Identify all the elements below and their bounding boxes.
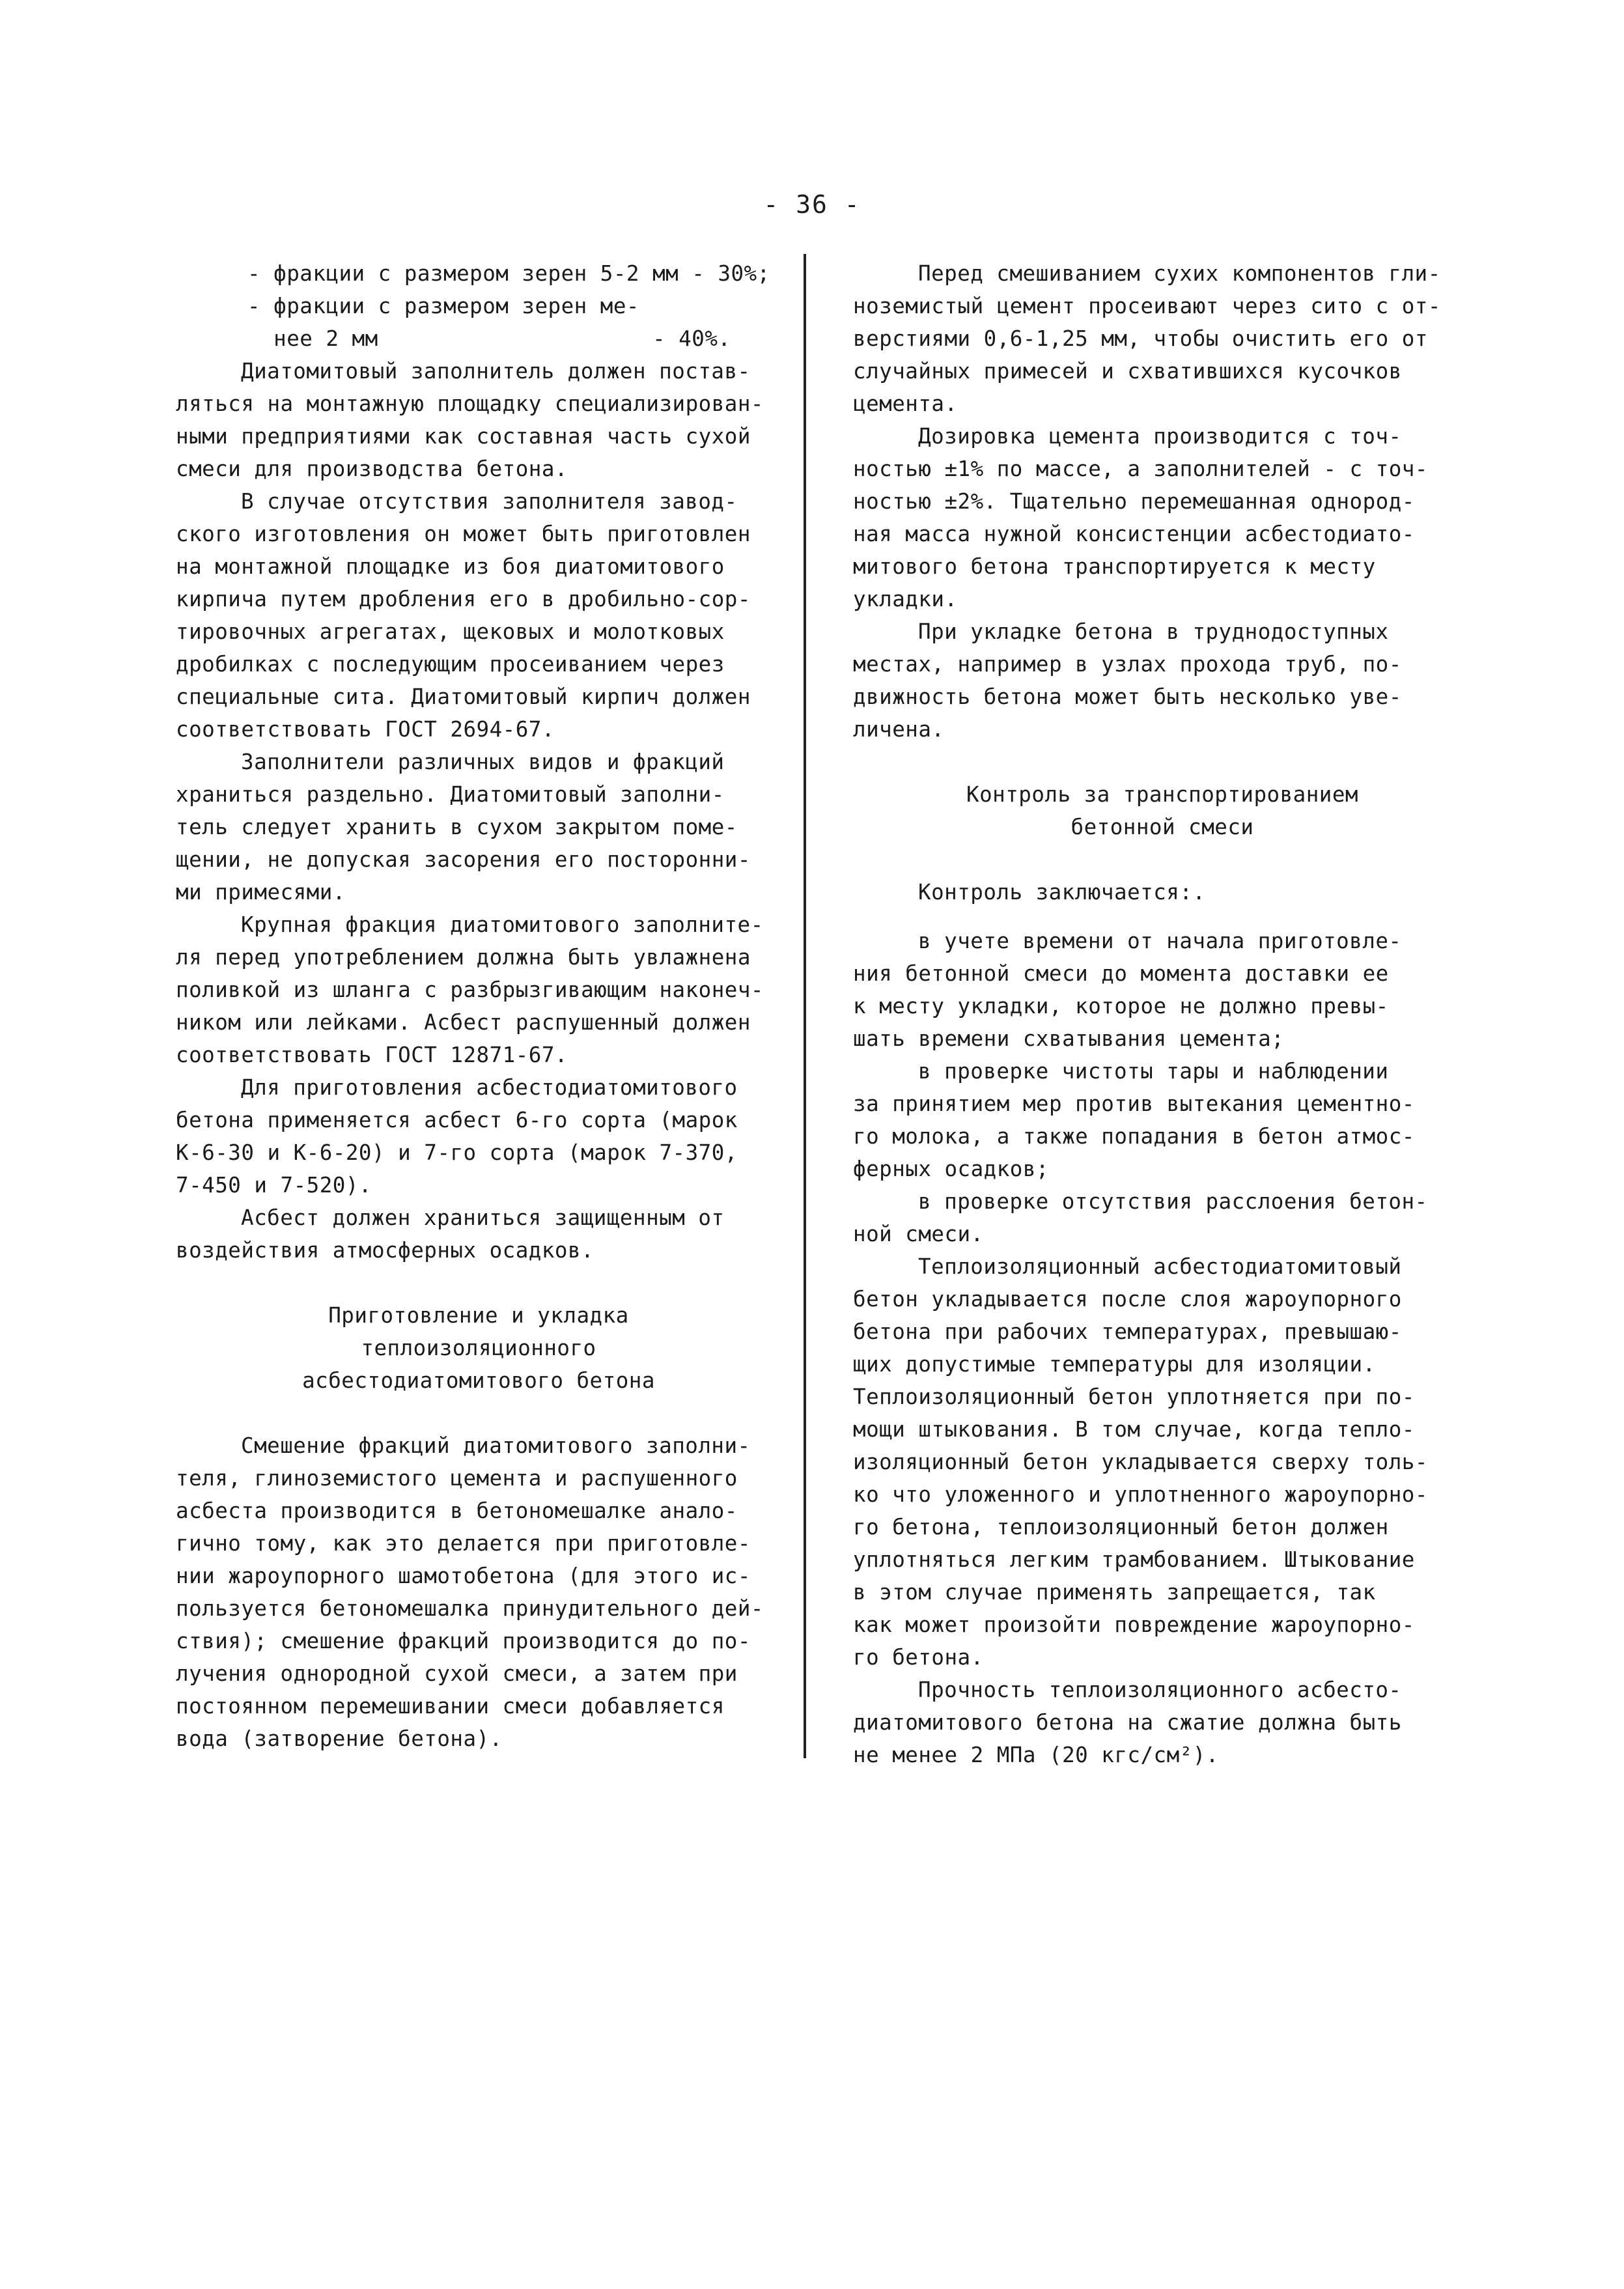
text-line: постоянном перемешивании смеси добавляется (176, 1694, 725, 1719)
text-line: к месту укладки, которое не должно превы- (853, 994, 1389, 1018)
text-line: В случае отсутствия заполнителя завод- (241, 489, 738, 514)
text-line: тировочных агрегатах, щековых и молотковых (176, 619, 725, 644)
text-line: ными предприятиями как составная часть сухой (176, 424, 751, 449)
text-line: кирпича путем дробления его в дробильно-сор- (176, 587, 751, 611)
text-line: Дозировка цемента производится с точ- (918, 424, 1402, 449)
text-line: Перед смешиванием сухих компонентов гли- (918, 261, 1441, 286)
list-item: - фракции с размером зерен ме- (247, 294, 639, 318)
text-line: лучения однородной сухой смеси, а затем при (176, 1661, 738, 1686)
text-line: Крупная фракция диатомитового заполните- (241, 912, 764, 937)
right-column (853, 257, 1472, 1771)
text-line: Заполнители различных видов и фракций (241, 750, 725, 774)
list-item: - фракции с размером зерен 5-2 мм - 30%; (247, 261, 770, 286)
text-line: специальные сита. Диатомитовый кирпич должен (176, 684, 751, 709)
text-line: Диатомитовый заполнитель должен постав- (241, 359, 751, 384)
section-heading: бетонной смеси (1071, 815, 1254, 839)
text-line: на монтажной площадке из боя диатомитового (176, 554, 725, 579)
text-line: шать времени схватывания цемента; (853, 1026, 1285, 1051)
text-line: укладки. (853, 587, 958, 611)
list-item: нее 2 мм - 40%. (247, 326, 731, 351)
column-divider (804, 254, 806, 1758)
text-line: 7-450 и 7-520). (176, 1173, 372, 1198)
text-line: теля, глиноземистого цемента и распушенного (176, 1466, 738, 1491)
text-line: Прочность теплоизоляционного асбесто- (918, 1678, 1402, 1702)
section-heading: асбестодиатомитового бетона (302, 1368, 655, 1393)
text-line: бетона при рабочих температурах, превышаю- (853, 1319, 1402, 1344)
text-line: ностью ±2%. Тщательно перемешанная однород- (853, 489, 1415, 514)
text-line: за принятием мер против вытекания цементно- (853, 1091, 1415, 1116)
text-line: Теплоизоляционный асбестодиатомитовый (918, 1254, 1402, 1279)
text-line: движность бетона может быть несколько уве- (853, 684, 1402, 709)
text-line: ноземистый цемент просеивают через сито с от- (853, 294, 1441, 318)
text-line: ностью ±1% по массе, а заполнителей - с точ- (853, 456, 1428, 481)
text-line: личена. (853, 717, 945, 742)
text-line: нии жароупорного шамотобетона (для этого ис- (176, 1564, 751, 1588)
section-heading: Контроль за транспортированием (966, 782, 1358, 807)
text-line: бетон укладывается после слоя жароупорного (853, 1287, 1402, 1312)
text-line: соответствовать ГОСТ 12871-67. (176, 1043, 568, 1067)
text-line: ником или лейками. Асбест распушенный должен (176, 1010, 751, 1035)
text-line: уплотняться легким трамбованием. Штыкование (853, 1547, 1415, 1572)
text-line: вода (затворение бетона). (176, 1726, 503, 1751)
text-line: тель следует хранить в сухом закрытом поме- (176, 815, 738, 839)
text-line: Теплоизоляционный бетон уплотняется при по- (853, 1384, 1415, 1409)
text-line: Контроль заключается:. (918, 880, 1206, 905)
text-line: го бетона. (853, 1645, 984, 1670)
text-line: ной смеси. (853, 1222, 984, 1246)
text-line: асбеста производится в бетономешалке анало- (176, 1498, 738, 1523)
text-line: изоляционный бетон укладывается сверху толь- (853, 1450, 1428, 1474)
text-line: щении, не допуская засорения его посторонни- (176, 847, 751, 872)
text-line: смеси для производства бетона. (176, 456, 568, 481)
text-line: не менее 2 МПа (20 кгс/см²). (853, 1743, 1219, 1767)
text-line: воздействия атмосферных осадков. (176, 1238, 595, 1263)
text-line: в проверке отсутствия расслоения бетон- (918, 1189, 1428, 1214)
text-line: ствия); смешение фракций производится до по- (176, 1629, 751, 1653)
section-heading: Приготовление и укладка (328, 1303, 629, 1328)
text-line: гично тому, как это делается при приготовле- (176, 1531, 751, 1556)
text-line: ми примесями. (176, 880, 346, 905)
text-line: го молока, а также попадания в бетон атмос- (853, 1124, 1415, 1149)
text-line: го бетона, теплоизоляционный бетон должен (853, 1515, 1389, 1539)
text-line: местах, например в узлах прохода труб, по- (853, 652, 1402, 677)
text-line: мощи штыкования. В том случае, когда тепло- (853, 1417, 1415, 1442)
text-line: ферных осадков; (853, 1157, 1049, 1181)
text-line: в проверке чистоты тары и наблюдении (918, 1059, 1389, 1084)
text-line: дробилках с последующим просеиванием через (176, 652, 725, 677)
section-heading: теплоизоляционного (361, 1336, 596, 1360)
text-line: поливкой из шланга с разбрызгивающим наконеч- (176, 977, 764, 1002)
text-line: ля перед употреблением должна быть увлажнена (176, 945, 751, 970)
text-line: ния бетонной смеси до момента доставки ее (853, 961, 1389, 986)
text-line: ная масса нужной консистенции асбестодиато- (853, 522, 1415, 546)
text-line: храниться раздельно. Диатомитовый заполни- (176, 782, 725, 807)
text-line: диатомитового бетона на сжатие должна быть (853, 1710, 1402, 1735)
text-line: бетона применяется асбест 6-го сорта (марок (176, 1108, 738, 1132)
text-line: пользуется бетономешалка принудительного дей- (176, 1596, 764, 1621)
text-line: При укладке бетона в труднодоступных (918, 619, 1389, 644)
text-line: в этом случае применять запрещается, так (853, 1580, 1376, 1605)
text-line: Для приготовления асбестодиатомитового (241, 1075, 738, 1100)
text-line: Смешение фракций диатомитового заполни- (241, 1433, 751, 1458)
page-number: - 36 - (763, 190, 861, 219)
text-line: Асбест должен храниться защищенным от (241, 1205, 725, 1230)
left-column (176, 257, 781, 1755)
text-line: верстиями 0,6-1,25 мм, чтобы очистить его от (853, 326, 1428, 351)
text-line: в учете времени от начала приготовле- (918, 929, 1402, 953)
text-line: случайных примесей и схватившихся кусочков (853, 359, 1402, 384)
text-line: соответствовать ГОСТ 2694-67. (176, 717, 555, 742)
text-line: цемента. (853, 391, 958, 416)
text-line: К-6-30 и К-6-20) и 7-го сорта (марок 7-370, (176, 1140, 738, 1165)
text-line: ляться на монтажную площадку специализирован- (176, 391, 764, 416)
text-line: ского изготовления он может быть приготовлен (176, 522, 751, 546)
text-line: щих допустимые температуры для изоляции. (853, 1352, 1376, 1377)
text-line: ко что уложенного и уплотненного жароупорно- (853, 1482, 1428, 1507)
text-line: митового бетона транспортируется к месту (853, 554, 1376, 579)
text-line: как может произойти повреждение жароупорно- (853, 1612, 1415, 1637)
